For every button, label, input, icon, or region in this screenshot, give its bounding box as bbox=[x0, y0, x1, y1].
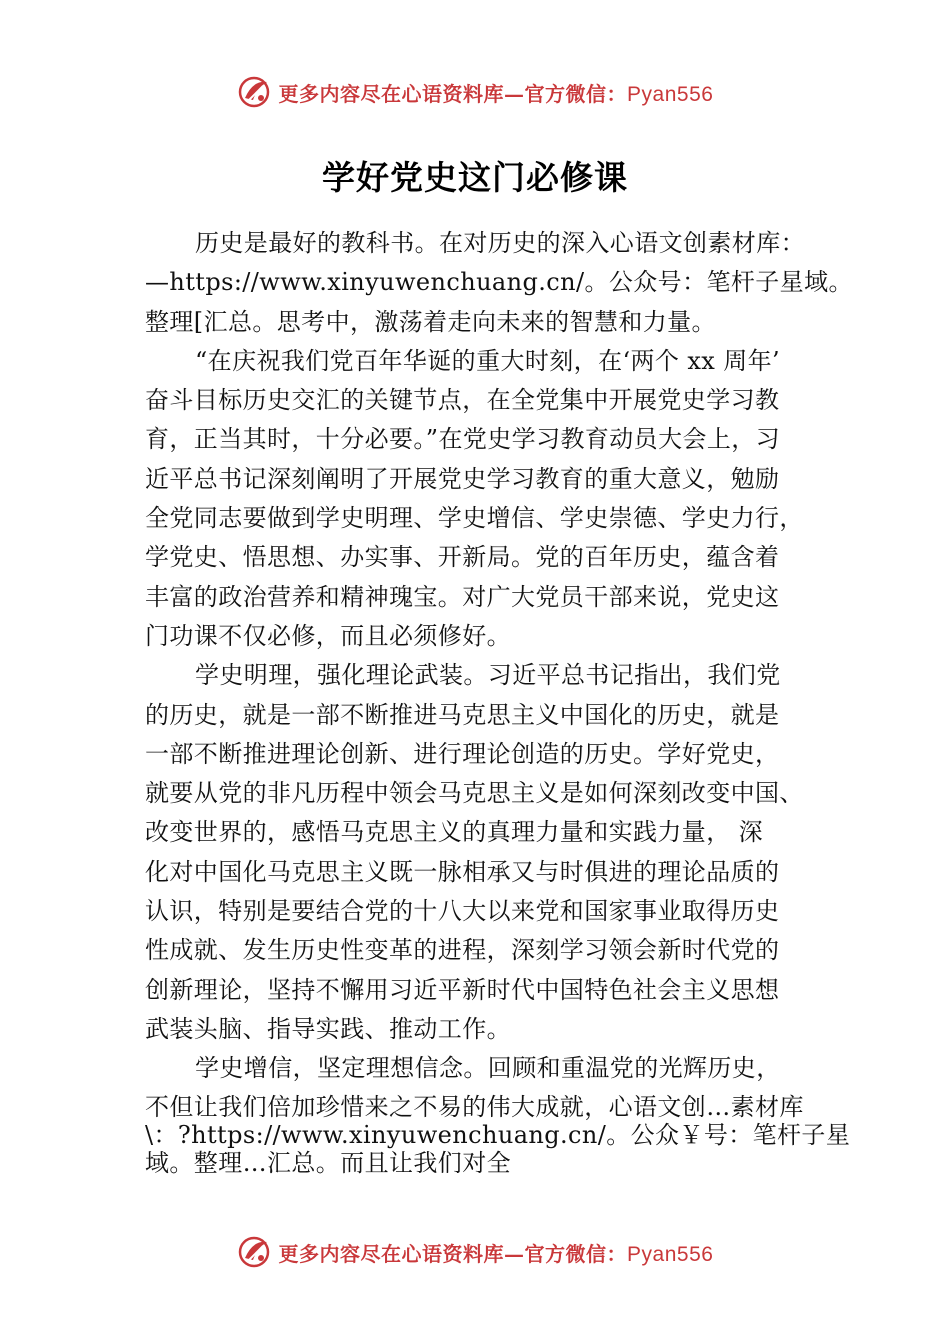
paragraph-4 bbox=[145, 1049, 835, 1088]
paragraph-4-continued bbox=[145, 1092, 851, 1177]
text-line: 域。整理…汇总。而且让我们对全 bbox=[145, 1148, 511, 1177]
text-line: 丰富的政治营养和精神瑰宝。对广大党员干部来说，党史这 bbox=[145, 582, 780, 611]
text-line: 奋斗目标历史交汇的关键节点，在全党集中开展党史学习教 bbox=[145, 386, 780, 415]
text-line: 就要从党的非凡历程中领会马克思主义是如何深刻改变中国、 bbox=[145, 779, 804, 808]
text-line: 一部不断推进理论创新、进行理论创造的历史。学好党史， bbox=[145, 739, 780, 768]
text-line: 历史是最好的教科书。在对历史的深入心语文创素材库： bbox=[195, 229, 805, 257]
text-line: “在庆祝我们党百年华诞的重大时刻，在‘两个 xx 周年’ bbox=[195, 346, 781, 375]
text-line: 性成就、发生历史性变革的进程，深刻学习领会新时代党的 bbox=[145, 936, 780, 965]
text-line: 全党同志要做到学史明理、学史增信、学史崇德、学史力行， bbox=[145, 504, 804, 533]
text-line: 育，正当其时，十分必要。”在党史学习教育动员大会上，习 bbox=[145, 425, 781, 454]
text-line: 创新理论，坚持不懈用习近平新时代中国特色社会主义思想 bbox=[145, 975, 780, 1004]
paragraph-2 bbox=[145, 342, 835, 656]
paragraph-1 bbox=[145, 224, 853, 342]
wechat-handle: Pyan556 bbox=[627, 1242, 714, 1266]
text-line: 武装头脑、指导实践、推动工作。 bbox=[145, 1014, 511, 1043]
footer-banner bbox=[0, 1230, 950, 1274]
text-line: \：?https://www.xinyuwenchuang.cn/。公众￥号：笔杆子星 bbox=[145, 1120, 851, 1149]
banner-text: 更多内容尽在心语资料库—官方微信：Pyan556 bbox=[278, 1241, 714, 1266]
text-line: 学史明理，强化理论武装。习近平总书记指出，我们党 bbox=[195, 661, 781, 690]
text-line: —https://www.xinyuwenchuang.cn/。公众号：笔杆子星域。 bbox=[145, 268, 853, 297]
text-line: 门功课不仅必修，而且必须修好。 bbox=[145, 621, 511, 650]
text-line: 整理[汇总。思考中，激荡着走向未来的智慧和力量。 bbox=[145, 307, 716, 336]
paragraph-3 bbox=[145, 656, 835, 1049]
banner-text: 更多内容尽在心语资料库—官方微信：Pyan556 bbox=[278, 81, 714, 106]
text-line: 的历史，就是一部不断推进马克思主义中国化的历史，就是 bbox=[145, 700, 780, 729]
text-line: 认识，特别是要结合党的十八大以来党和国家事业取得历史 bbox=[145, 897, 780, 926]
text-line: 近平总书记深刻阐明了开展党史学习教育的重大意义，勉励 bbox=[145, 464, 780, 493]
logo-icon bbox=[237, 1234, 273, 1270]
text-line: 化对中国化马克思主义既一脉相承又与时俱进的理论品质的 bbox=[145, 857, 780, 886]
text-line: 改变世界的，感悟马克思主义的真理力量和实践力量， 深 bbox=[145, 818, 764, 847]
page-title: 学好党史这门必修课 bbox=[322, 158, 628, 197]
text-line: 学党史、悟思想、办实事、开新局。党的百年历史，蕴含着 bbox=[145, 543, 780, 572]
article-body bbox=[145, 224, 853, 1177]
text-line: 不但让我们倍加珍惜来之不易的伟大成就，心语文创…素材库 bbox=[145, 1092, 804, 1121]
wechat-handle: Pyan556 bbox=[627, 82, 714, 106]
logo-icon bbox=[237, 74, 273, 110]
text-line: 学史增信，坚定理想信念。回顾和重温党的光辉历史， bbox=[195, 1054, 781, 1083]
header-banner bbox=[0, 70, 950, 114]
